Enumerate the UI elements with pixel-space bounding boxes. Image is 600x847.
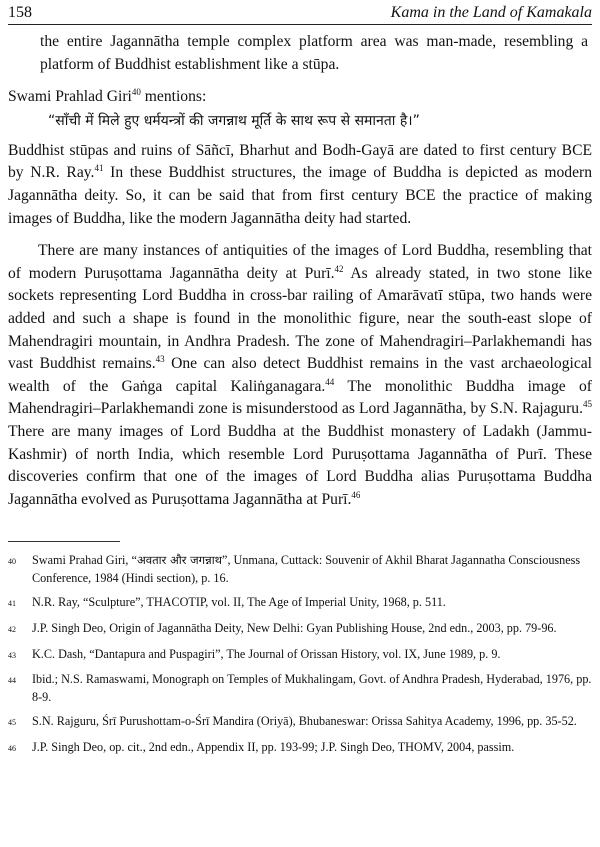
footnote-ref: 41 [94,163,104,174]
footnote-text-part: Swami Prahad Giri, “ [32,553,137,568]
page-number: 158 [8,4,32,21]
paragraph-2 [8,240,592,511]
lead-text: Swami Prahlad Giri [8,88,132,106]
footnote [8,552,592,587]
paragraph-1 [8,140,592,230]
footnote-text: J.P. Singh Deo, Origin of Jagannātha Deity, New Delhi: Gyan Publishing House, 2nd edn., 2003, pp. 79-96. [32,621,557,636]
page-header [8,4,592,25]
footnote-ref: 43 [155,353,165,364]
footnote-text [32,552,592,587]
footnote-text: J.P. Singh Deo, op. cit., 2nd edn., Appendix II, pp. 193-99; J.P. Singh Deo, THOMV, 2004, passim. [32,740,515,755]
footnote-ref: 45 [583,399,592,410]
footnote-number: 46 [8,744,16,754]
footnote-text-part: ”, Unmana, Cuttack: Souvenir of Akhil Bharat Jagannatha Consciousness Conference, 1984 (Hindi section), p. 16. [32,553,581,585]
footnote [8,646,592,665]
footnote-ref: 46 [351,489,361,500]
footnote-text: N.R. Ray, “Sculpture”, THACOTIP, vol. II, The Age of Imperial Unity, 1968, p. 511. [32,595,446,610]
footnote-text: Ibid.; N.S. Ramaswami, Monograph on Temples of Mukhalingam, Govt. of Andhra Pradesh, Hyderabad, 1976, pp. 8-9. [32,672,592,704]
footnote-number: 45 [8,718,16,728]
footnote-divider [8,541,120,542]
footnote-number: 41 [8,599,16,609]
paragraph-text: There are many images of Lord Buddha at the Buddhist monastery of Ladakh (Jammu-Kashmir) of north India, which resemble Lord Puruṣottama Jagannātha of Purī. These discoveries confirm that one of the images of Lord Buddha alias Puruṣottama Buddha Jagannātha evolved as Puruṣottama Jagannātha at Purī. [8,422,592,508]
footnote-number: 43 [8,650,16,660]
footnote [8,594,592,613]
paragraph-text: One can also detect Buddhist remains in the vast archaeological wealth of the Gaṅga capital Kaliṅganagara. [8,355,592,395]
footnote [8,739,592,758]
footnote [8,713,592,732]
footnote-text: K.C. Dash, “Dantapura and Puspagiri”, The Journal of Orissan History, vol. IX, June 1989, p. 9. [32,646,501,661]
footnote-hindi-title: अवतार और जगन्नाथ [136,553,223,568]
paragraph-text: In these Buddhist structures, the image of Buddha is depicted as modern Jagannātha deity. So, it can be said that from first century BCE the practice of making images of Buddha, like the modern Jagannātha deity had started. [8,164,593,227]
running-title: Kama in the Land of Kamakala [390,4,592,21]
footnotes [8,552,592,757]
footnote-number: 42 [8,625,16,635]
lead-line [8,86,592,109]
footnote-number: 44 [8,676,16,686]
footnote-ref: 44 [325,376,335,387]
paragraph-text: As already stated, in two stone like sockets representing Lord Buddha in cross-bar railing of Amarāvatī stūpa, two hands were added and such a shape is found in the monolithic figure, near the south-east slope of Mahendragiri mountain, in Andhra Pradesh. The zone of Mahendragiri–Parlakhemandi has vast Buddhist remains. [8,264,593,373]
footnote [8,620,592,639]
footnote-ref: 42 [334,263,344,274]
paragraph-text: The monolithic Buddha image of Mahendragiri–Parlakhemandi zone is misunderstood as Lord Jagannātha, by S.N. Rajaguru. [8,377,593,418]
footnote-number: 40 [8,557,16,567]
hindi-quote: “साँची में मिले हुए धर्मयन्त्रों की जगन्नाथ मूर्ति के साथ रूप से समानता है।” [48,112,420,129]
lead-after: mentions: [140,88,207,106]
footnote [8,671,592,706]
footnote-ref: 40 [131,87,141,97]
paragraph-text: There are many instances of antiquities of the images of Lord Buddha, resembling that of modern Puruṣottama Jagannātha deity at Purī. [8,242,592,282]
paragraph-text: Buddhist stūpas and ruins of Sāñcī, Bharhut and Bodh-Gayā are dated to first century BCE by N.R. Ray. [8,141,592,182]
quote-block: the entire Jagannātha temple complex platform area was man-made, resembling a platform of Buddhist establishment like a stūpa. [40,33,588,73]
footnote-text: S.N. Rajguru, Śrī Purushottam-o-Śrī Mandira (Oriyā), Bhubaneswar: Orissa Sahitya Academy, 1996, pp. 35-52. [32,714,577,729]
